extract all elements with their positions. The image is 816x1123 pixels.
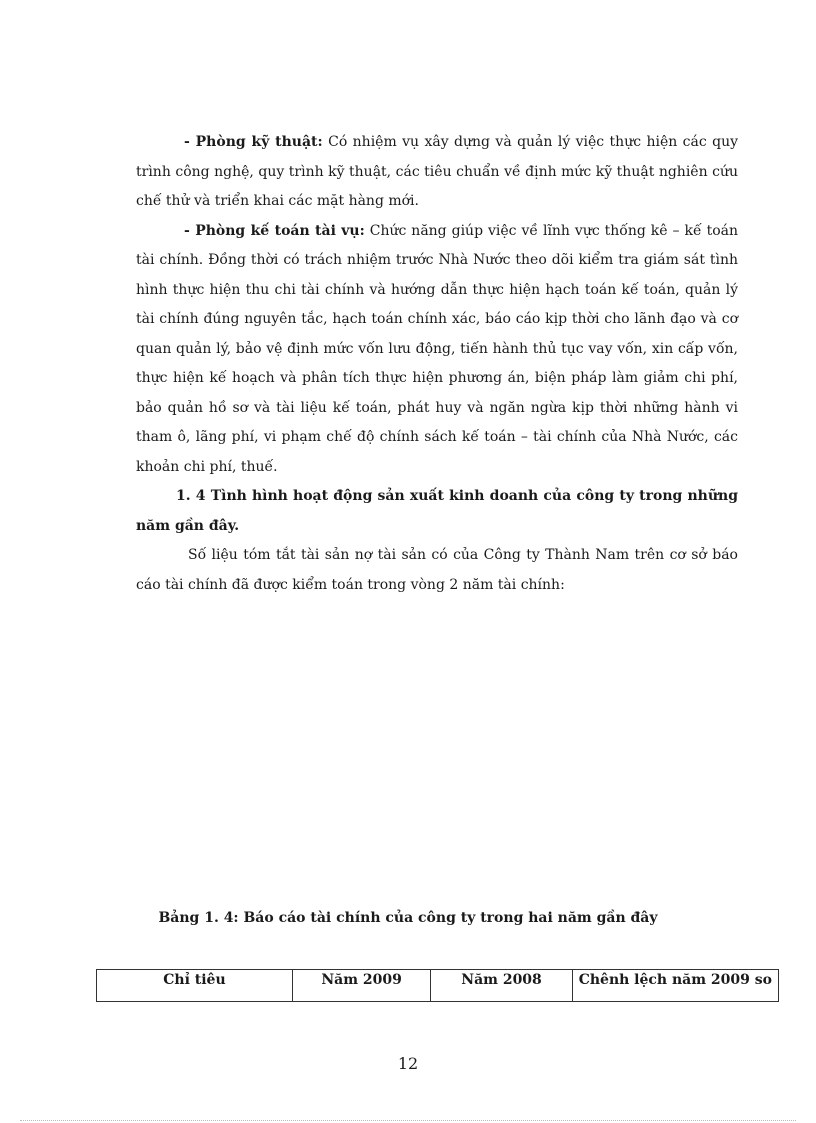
header-year-2009: Năm 2009 — [292, 970, 430, 1002]
page-number: 12 — [397, 1054, 419, 1073]
paragraph-summary: Số liệu tóm tắt tài sản nợ tài sản có của Công ty Thành Nam trên cơ sở báo cáo tài chính đã được kiểm toán trong vòng 2 năm tài chính: — [136, 547, 738, 593]
header-difference: Chênh lệch năm 2009 so — [572, 970, 778, 1002]
footer-divider — [20, 1120, 796, 1121]
financial-table — [96, 969, 779, 1002]
paragraph-technical-dept — [136, 128, 738, 217]
table-header-row — [97, 970, 779, 1002]
label-technical-dept: - Phòng kỹ thuật: — [184, 134, 323, 150]
text-technical-dept: Có nhiệm vụ xây dựng và quản lý việc thực hiện các quy trình công nghệ, quy trình kỹ thuật, các tiêu chuẩn về định mức kỹ thuật nghiên cứu chế thử và triển khai các mặt hàng mới. — [136, 134, 739, 209]
header-year-2008: Năm 2008 — [431, 970, 572, 1002]
table-caption: Bảng 1. 4: Báo cáo tài chính của công ty trong hai năm gần đây — [158, 910, 658, 926]
paragraph-accounting-dept — [136, 217, 738, 483]
header-indicator: Chỉ tiêu — [97, 970, 293, 1002]
label-accounting-dept: - Phòng kế toán tài vụ: — [184, 222, 365, 239]
text-accounting-dept: Chức năng giúp việc về lĩnh vực thống kê – kế toán tài chính. Đồng thời có trách nhiệm trước Nhà Nước theo dõi kiểm tra giám sát tình hình thực hiện thu chi tài chính và hướng dẫn thực hiện hạch toán kế toán, quản lý tài chính đúng nguyên tắc, hạch toán chính xác, báo cáo kịp thời cho lãnh đạo và cơ quan quản lý, bảo vệ định mức vốn lưu động, tiến hành thủ tục vay vốn, xin cấp vốn, thực hiện kế hoạch và phân tích thực hiện phương án, biện pháp làm giảm chi phí, bảo quản hồ sơ và tài liệu kế toán, phát huy và ngăn ngừa kịp thời những hành vi tham ô, lãng phí, vi phạm chế độ chính sách kế toán – tài chính của Nhà Nước, các khoản chi phí, thuế. — [136, 222, 738, 475]
body-text — [136, 128, 738, 600]
section-heading: 1. 4 Tình hình hoạt động sản xuất kinh doanh của công ty trong những năm gần đây. — [136, 488, 738, 534]
